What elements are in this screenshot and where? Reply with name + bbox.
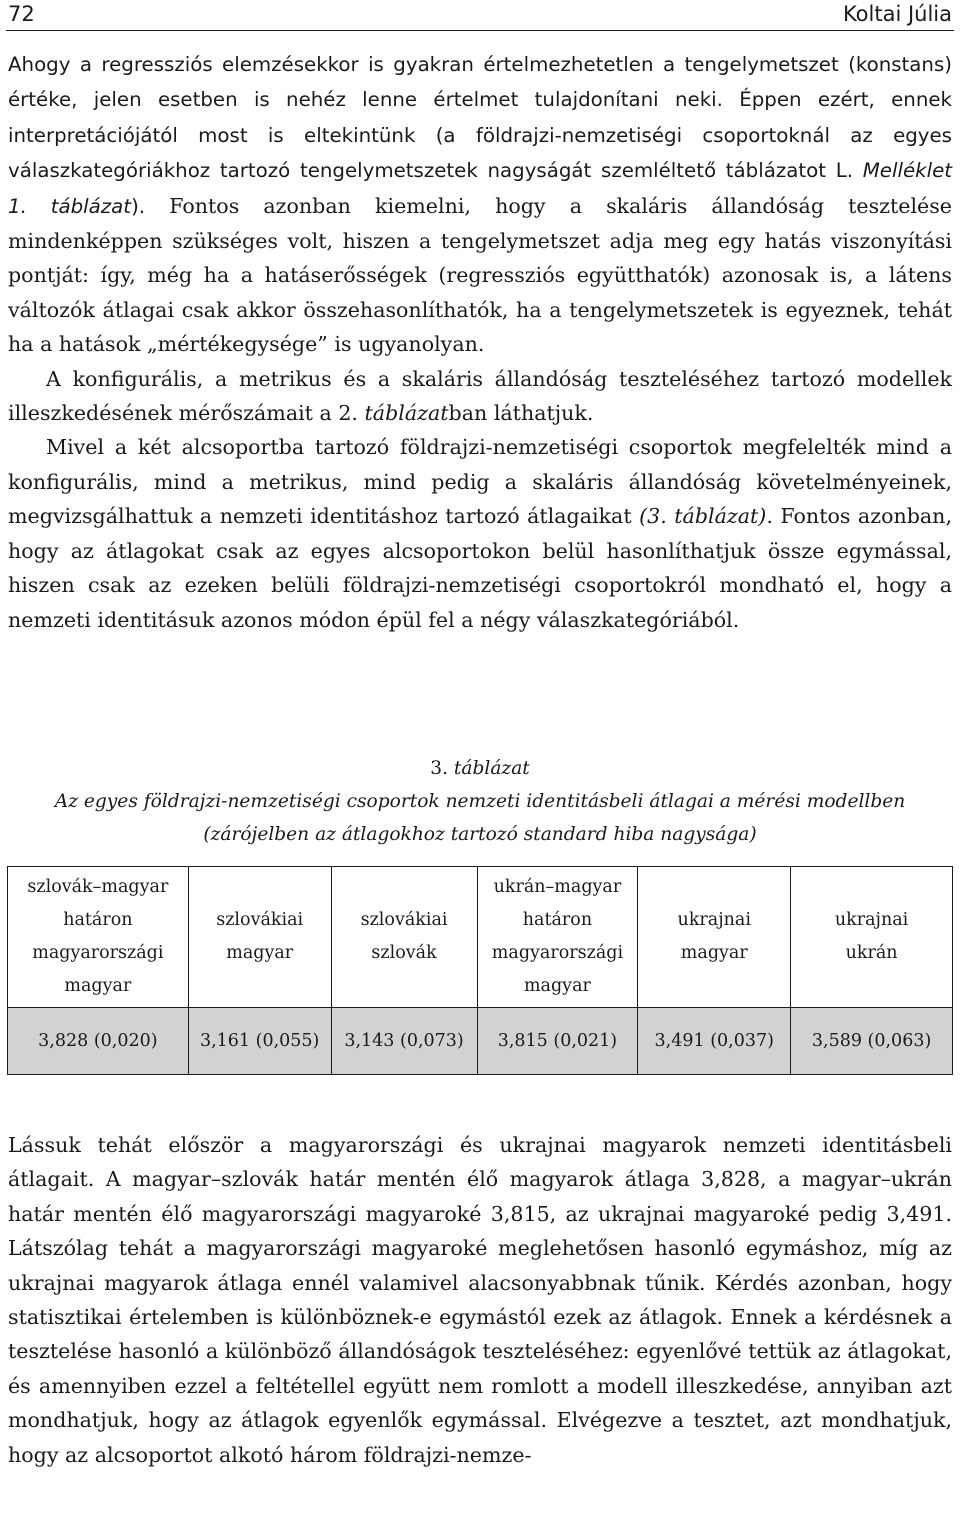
table-caption (8, 752, 952, 851)
table-cell: 3,815 (0,021) (477, 1008, 638, 1075)
body-text-top (8, 47, 952, 637)
column-header: ukrajnai magyar (638, 867, 791, 1008)
paragraph-3: Mivel a két alcsoportba tartozó földrajzi-nemzetiségi csoportok megfelelték mind a konfigurális, mind a metrikus, mind pedig a skaláris állandóság követelményeinek, megvizsgálhattuk a nemzeti identitáshoz tartozó átlagaikat (3. táblázat). Fontos azonban, hogy az átlagokat csak az egyes alcsoportokon belül hasonlíthatjuk össze egymással, hiszen csak az ezeken belüli földrajzi-nemzetiségi csoportokról mondható el, hogy a nemzeti identitásuk azonos módon épül fel a négy válaszkategóriából. (8, 435, 952, 632)
header-rule (6, 30, 954, 31)
paragraph-1-sans-end: ). (131, 194, 146, 218)
running-head (6, 0, 954, 30)
table-reference: (3. táblázat) (639, 504, 767, 529)
running-head-author: Koltai Júlia (842, 2, 952, 26)
table-cell: 3,491 (0,037) (638, 1008, 791, 1075)
table-number: 3. táblázat (430, 758, 530, 779)
paragraph-2: A konfigurális, a metrikus és a skaláris állandóság teszteléséhez tartozó modellek illeszkedésének mérőszámait a 2. táblázatban láthatjuk. (8, 366, 952, 426)
paragraph-1-sans-start: Ahogy a regressziós elemzésekkor is gyakran értelmezhetetlen a tengelymetszet (konstans) értéke, jelen esetben is nehéz lenne értelmet tulajdonítani neki. Éppen ezért, ennek interpretációjától most is eltekintünk (a földrajzi-nemzetiségi csoportoknál az egyes válaszkategóriákhoz tartozó tengelymetszetek nagyságát szemléltető táblázatot L. (8, 53, 952, 183)
table-row (8, 1008, 953, 1075)
table-cell: 3,828 (0,020) (8, 1008, 189, 1075)
column-header: szlovák–magyar határon magyarországi magyar (8, 867, 189, 1008)
appendix-reference: Melléklet 1. táblázat (8, 159, 952, 218)
column-header: szlovákiai magyar (188, 867, 331, 1008)
column-header: szlovákiai szlovák (331, 867, 477, 1008)
page-number: 72 (8, 2, 35, 26)
column-header: ukrán–magyar határon magyarországi magyar (477, 867, 638, 1008)
table-title: Az egyes földrajzi-nemzetiségi csoportok nemzeti identitásbeli átlagai a mérési modellben (54, 791, 906, 812)
means-table (7, 866, 953, 1075)
paragraph-1-rest: Fontos azonban kiemelni, hogy a skaláris állandóság tesztelése mindenképpen szükséges volt, hiszen a tengelymetszet adja meg egy hatás viszonyítási pontját: így, még ha a hatáserősségek (regressziós együtthatók) azonosak is, a látens változók átlagai csak akkor összehasonlíthatók, ha a tengelymetszetek is egyeznek, tehát ha a hatások „mértékegysége” is ugyanolyan. (8, 193, 952, 357)
table-cell: 3,143 (0,073) (331, 1008, 477, 1075)
column-header: ukrajnai ukrán (791, 867, 953, 1008)
table-subtitle: (zárójelben az átlagokhoz tartozó standard hiba nagysága) (203, 824, 757, 845)
table-header-row (8, 867, 953, 1008)
paragraph-4: Lássuk tehát először a magyarországi és ukrajnai magyarok nemzeti identitásbeli átlagait. A magyar–szlovák határ mentén élő magyarok átlaga 3,828, a magyar–ukrán határ mentén élő magyarországi magyaroké 3,815, az ukrajnai magyaroké pedig 3,491. Látszólag tehát a magyarországi magyaroké meglehetősen hasonló egymáshoz, míg az ukrajnai magyarok átlaga ennél valamivel alacsonyabbnak tűnik. Kérdés azonban, hogy statisztikai értelemben is különböznek-e egymástól ezek az átlagok. Ennek a kérdésnek a tesztelése hasonló a különböző állandóságok teszteléséhez: egyenlővé tettük az átlagokat, és amennyiben ezzel a feltétellel együtt nem romlott a modell illeszkedése, annyiban azt mondhatjuk, hogy az átlagok egyenlők egymással. Elvégezve a tesztet, azt mondhatjuk, hogy az alcsoportot alkotó három földrajzi-nemze- (8, 1133, 952, 1467)
table-reference: táblázat (364, 401, 449, 426)
table-cell: 3,161 (0,055) (188, 1008, 331, 1075)
paragraph-1 (8, 47, 952, 362)
table-cell: 3,589 (0,063) (791, 1008, 953, 1075)
body-text-bottom (8, 1128, 952, 1472)
